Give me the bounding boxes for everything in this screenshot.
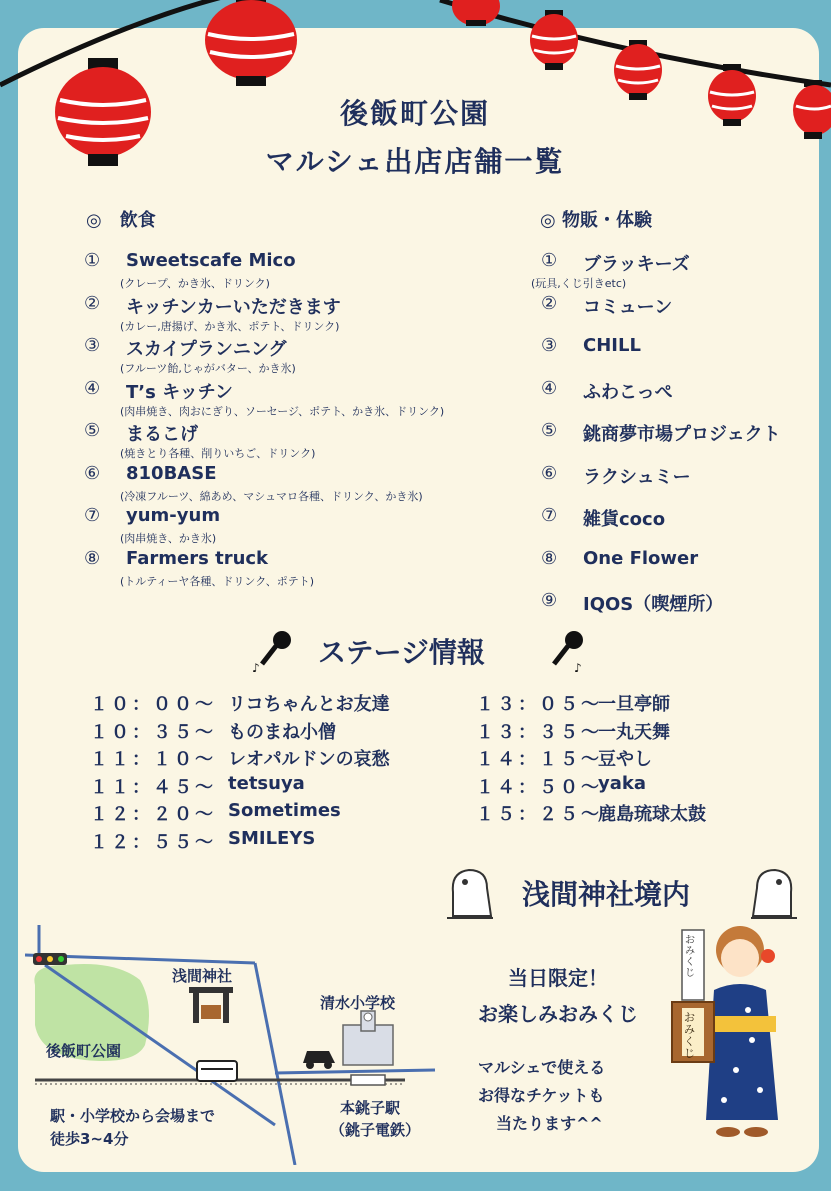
omikuji-box-label: おみくじ (684, 1011, 695, 1060)
goods-item-name: 雑貨coco (583, 509, 666, 530)
food-item-note: (焼きとり各種、削りいちご、ドリンク) (120, 447, 316, 460)
goods-item-number: ⑥ (541, 462, 558, 484)
food-item-number: ⑦ (84, 505, 101, 526)
stage-time: １１：１０〜 (90, 749, 216, 770)
stage-performer: リコちゃんとお友達 (228, 694, 390, 715)
komainu-icon (443, 862, 497, 920)
goods-item-number: ② (541, 292, 558, 314)
goods-item-name: ラクシュミー (583, 466, 691, 488)
food-item-number: ⑥ (84, 462, 101, 484)
goods-item-number: ③ (541, 335, 558, 356)
food-item-number: ④ (84, 377, 101, 399)
microphone-icon (252, 628, 296, 672)
food-item-name: Sweetscafe Mico (126, 250, 296, 271)
ticket-text-3: 当たります^^ (496, 1114, 603, 1133)
lantern-icon (55, 58, 151, 166)
food-item-note: (フルーツ飴,じゃがバター、かき氷) (120, 362, 296, 375)
map-station-label: 本銚子駅 (340, 1099, 401, 1117)
map-walk-text-1: 駅・小学校から会場まで (50, 1107, 216, 1125)
goods-item-name: CHILL (583, 335, 641, 356)
food-item-note: (冷凍フルーツ、綿あめ、マシュマロ各種、ドリンク、かき氷) (120, 489, 423, 503)
stage-time: １４：１５〜 (476, 749, 602, 770)
stage-performer: 豆やし (598, 749, 652, 770)
food-item-name: スカイプランニング (126, 339, 287, 360)
goods-item-number: ④ (541, 377, 558, 399)
food-item-number: ② (84, 292, 101, 314)
stage-performer: 鹿島琉球太鼓 (598, 804, 706, 825)
food-item-name: 810BASE (126, 462, 217, 484)
stage-time: １３：３５〜 (476, 721, 602, 743)
ticket-text-1: マルシェで使える (478, 1058, 606, 1077)
map-school-label: 清水小学校 (320, 994, 396, 1012)
komainu-icon (747, 862, 801, 920)
goods-item-name: One Flower (583, 547, 699, 569)
goods-item-name: 銚商夢市場プロジェクト (583, 424, 781, 445)
stage-performer: SMILEYS (228, 827, 316, 849)
stage-time: １０：００〜 (90, 694, 216, 715)
map-shrine-label: 浅間神社 (172, 967, 233, 985)
limited-text: 当日限定！ (508, 966, 608, 990)
food-item-name: Farmers truck (126, 547, 269, 569)
stage-time: １２：２０〜 (90, 804, 216, 825)
stage-time: １１：４５〜 (90, 776, 216, 798)
stage-performer: 一旦亭師 (598, 694, 670, 715)
stage-performer: tetsuya (228, 772, 305, 794)
goods-item-name: IQOS（喫煙所） (583, 594, 724, 615)
omikuji-stick-label: おみくじ (685, 935, 695, 979)
stage-performer: レオパルドンの哀愁 (228, 749, 390, 770)
stage-time: １５：２５〜 (476, 804, 602, 825)
ticket-text-2: お得なチケットも (478, 1086, 605, 1105)
map-walk-text-2: 徒歩3~4分 (50, 1130, 129, 1148)
lantern-icon (205, 0, 297, 86)
food-item-note: (カレー,唐揚げ、かき氷、ポテト、ドリンク) (120, 319, 340, 333)
stage-time: １０：３５〜 (90, 721, 216, 743)
goods-item-number: ⑦ (541, 505, 558, 526)
food-item-name: yum-yum (126, 505, 221, 526)
stage-performer: Sometimes (228, 800, 341, 821)
map-park-label: 後飯町公園 (46, 1042, 122, 1060)
lantern-icon (452, 0, 500, 26)
food-item-number: ⑧ (84, 547, 101, 569)
food-item-name: まるこげ (126, 424, 198, 445)
stage-performer: ものまね小僧 (228, 721, 336, 743)
lantern-icon (793, 80, 831, 139)
omikuji-text: お楽しみおみくじ (478, 1002, 638, 1026)
goods-item-number: ⑤ (541, 420, 558, 441)
food-item-note: (肉串焼き、かき氷) (120, 532, 217, 545)
page-title: 後飯町公園 (339, 97, 490, 130)
food-item-number: ① (84, 250, 101, 271)
food-item-name: キッチンカーいただきます (126, 296, 341, 318)
stage-time: １２：５５〜 (90, 831, 216, 853)
goods-item-note: (玩具,くじ引きetc) (531, 277, 627, 290)
goods-item-name: ふわこっぺ (583, 381, 673, 403)
food-item-note: (クレープ、かき氷、ドリンク) (120, 277, 270, 290)
food-item-number: ③ (84, 335, 101, 356)
stage-performer: yaka (598, 772, 646, 794)
page-subtitle: マルシェ出店店舗一覧 (265, 145, 565, 178)
lantern-icon (530, 10, 578, 70)
food-item-note: (トルティーヤ各種、ドリンク、ポテト) (120, 574, 315, 588)
food-item-note: (肉串焼き、肉おにぎり、ソーセージ、ポテト、かき氷、ドリンク) (120, 404, 445, 418)
stage-time: １４：５０〜 (476, 776, 602, 798)
goods-item-number: ⑧ (541, 547, 558, 569)
food-item-number: ⑤ (84, 420, 101, 441)
goods-item-name: ブラッキーズ (583, 254, 690, 275)
goods-item-number: ⑨ (541, 590, 558, 611)
goods-item-number: ① (541, 250, 558, 271)
shrine-heading: 浅間神社境内 (522, 878, 691, 911)
goods-heading: ◎ 物販・体験 (540, 210, 652, 231)
goods-item-name: コミューン (583, 296, 673, 318)
map-railway-label: （銚子電鉄） (330, 1121, 421, 1139)
food-item-name: T’s キッチン (126, 381, 233, 403)
svg-text:♪: ♪ (252, 661, 260, 672)
food-heading: ◎ 飲食 (86, 210, 156, 231)
svg-text:♪: ♪ (574, 661, 582, 672)
microphone-icon (544, 628, 588, 672)
stage-heading: ステージ情報 (318, 636, 485, 669)
stage-performer: 一丸天舞 (598, 721, 670, 743)
stage-time: １３：０５〜 (476, 694, 602, 715)
